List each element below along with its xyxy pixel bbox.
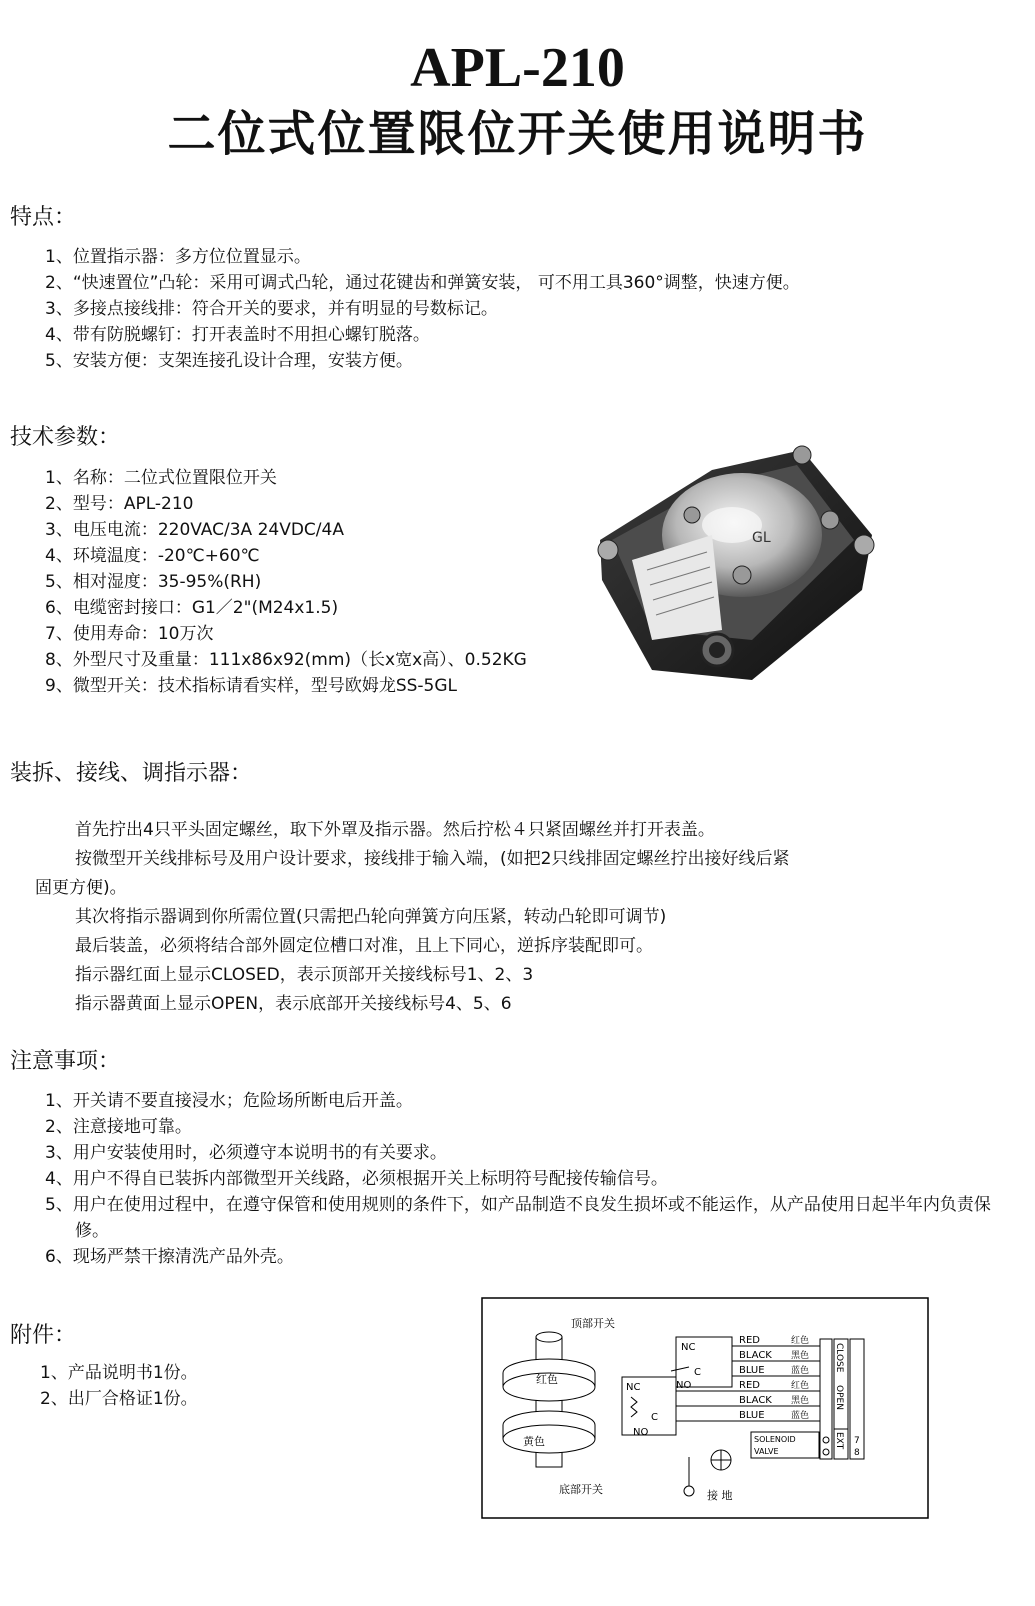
list-item: 6、电缆密封接口：G1／2"(M24x1.5)	[45, 598, 339, 618]
wire-color-label: BLUE	[739, 1410, 765, 1421]
nc-label: NC	[681, 1342, 696, 1353]
accessories-list	[40, 1360, 198, 1412]
model-title: APL-210	[410, 37, 625, 99]
list-item: 3、电压电流：220VAC/3A 24VDC/4A	[45, 520, 344, 540]
product-photo	[592, 440, 884, 700]
wire-color-label: RED	[739, 1380, 760, 1391]
c-label: C	[694, 1367, 701, 1378]
red-cam-label: 红色	[536, 1373, 558, 1386]
no-label: NO	[676, 1380, 692, 1391]
install-line: 其次将指示器调到你所需位置(只需把凸轮向弹簧方向压紧，转动凸轮即可调节)	[75, 907, 667, 927]
document-title: 二位式位置限位开关使用说明书	[167, 106, 868, 162]
install-line: 首先拧出4只平头固定螺丝，取下外罩及指示器。然后拧松４只紧固螺丝并打开表盖。	[75, 820, 715, 840]
specs-list	[45, 465, 527, 699]
list-item: 2、注意接地可靠。	[45, 1117, 192, 1137]
list-item: 9、微型开关：技术指标请看实样，型号欧姆龙SS-5GL	[45, 676, 457, 696]
wire-color-label: BLACK	[739, 1350, 772, 1361]
list-item: 2、出厂合格证1份。	[40, 1389, 198, 1409]
close-label: CLOSE	[834, 1343, 844, 1373]
list-item: 2、“快速置位”凸轮：采用可调式凸轮，通过花键齿和弹簧安装， 可不用工具360°调整，快速方便。	[45, 273, 800, 293]
list-item: 6、现场严禁干擦清洗产品外壳。	[45, 1247, 294, 1267]
terminal-number: 8	[854, 1448, 860, 1458]
wire-color-cn-label: 蓝色	[791, 1411, 810, 1421]
install-line: 固更方便)。	[35, 878, 127, 898]
list-item: 3、用户安装使用时，必须遵守本说明书的有关要求。	[45, 1143, 447, 1163]
c-label: C	[651, 1412, 658, 1423]
ground-icon	[684, 1486, 694, 1496]
top-switch-label: 顶部开关	[571, 1317, 615, 1330]
list-item: 2、型号：APL-210	[45, 494, 194, 514]
features-heading: 特点：	[10, 205, 77, 230]
wire-color-cn-label: 黑色	[791, 1396, 810, 1406]
yellow-cam-label: 黄色	[523, 1435, 545, 1448]
list-item: 1、位置指示器：多方位位置显示。	[45, 247, 311, 267]
wire-color-cn-label: 红色	[791, 1381, 810, 1391]
list-item: 1、名称：二位式位置限位开关	[45, 468, 277, 488]
list-item: 5、相对湿度：35-95%(RH)	[45, 572, 262, 592]
list-item: 7、使用寿命：10万次	[45, 624, 214, 644]
solenoid-label: SOLENOID	[754, 1435, 796, 1444]
ground-label: 接 地	[707, 1489, 733, 1502]
install-text	[35, 816, 995, 1019]
notes-heading: 注意事项：	[10, 1049, 121, 1074]
wire-color-label: RED	[739, 1335, 760, 1346]
no-label: NO	[633, 1427, 649, 1438]
install-line: 按微型开关线排标号及用户设计要求，接线排于输入端，(如把2只线排固定螺丝拧出接好线后紧	[75, 849, 790, 869]
open-label: OPEN	[834, 1385, 844, 1410]
list-item: 4、带有防脱螺钉：打开表盖时不用担心螺钉脱落。	[45, 325, 430, 345]
list-item: 4、环境温度：-20℃+60℃	[45, 546, 260, 566]
valve-label: VALVE	[754, 1447, 779, 1456]
dome-label: GL	[752, 530, 771, 546]
install-heading: 装拆、接线、调指示器：	[10, 761, 253, 786]
install-line: 指示器黄面上显示OPEN，表示底部开关接线标号4、5、6	[75, 994, 512, 1014]
wire-color-cn-label: 蓝色	[791, 1366, 810, 1376]
list-item: 8、外型尺寸及重量：111x86x92(mm)（长x宽x高）、0.52KG	[45, 650, 527, 670]
list-item: 5、安装方便：支架连接孔设计合理，安装方便。	[45, 351, 413, 371]
ext-label: EXT	[834, 1432, 844, 1450]
specs-heading: 技术参数：	[10, 425, 121, 450]
install-line: 最后装盖，必须将结合部外圆定位槽口对准，且上下同心，逆拆序装配即可。	[75, 936, 653, 956]
nc-label: NC	[626, 1382, 641, 1393]
list-item: 1、产品说明书1份。	[40, 1363, 198, 1383]
list-item: 1、开关请不要直接浸水；危险场所断电后开盖。	[45, 1091, 413, 1111]
terminal-number: 7	[854, 1436, 860, 1446]
list-item: 4、用户不得自已装拆内部微型开关线路，必须根据开关上标明符号配接传输信号。	[45, 1169, 668, 1189]
list-item: 5、用户在使用过程中，在遵守保管和使用规则的条件下，如产品制造不良发生损坏或不能运作，从产品使用日起半年内负责保修。	[45, 1195, 991, 1241]
install-line: 指示器红面上显示CLOSED，表示顶部开关接线标号1、2、3	[75, 965, 534, 985]
notes-list	[45, 1088, 1010, 1270]
wire-color-cn-label: 红色	[791, 1336, 810, 1346]
wire-color-label: BLACK	[739, 1395, 772, 1406]
list-item: 3、多接点接线排：符合开关的要求，并有明显的号数标记。	[45, 299, 498, 319]
accessories-heading: 附件：	[10, 1323, 77, 1348]
wiring-diagram	[481, 1297, 929, 1519]
wire-color-label: BLUE	[739, 1365, 765, 1376]
features-list	[45, 244, 800, 374]
wire-color-cn-label: 黑色	[791, 1351, 810, 1361]
bottom-switch-label: 底部开关	[559, 1483, 603, 1496]
